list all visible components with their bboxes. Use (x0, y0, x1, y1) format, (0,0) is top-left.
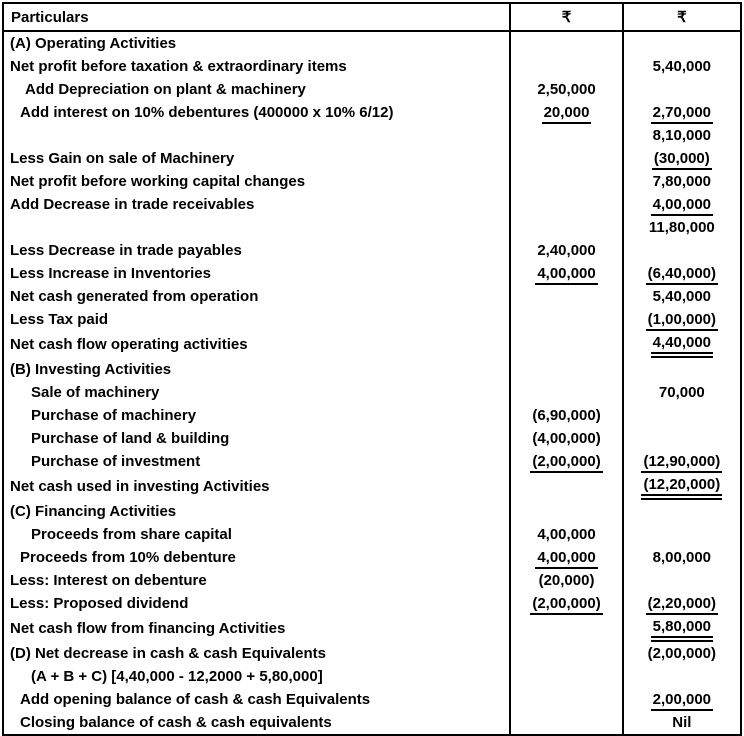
table-row (3, 285, 741, 308)
amount2-cell (623, 569, 741, 592)
amount2-cell (623, 642, 741, 665)
particulars-cell: Net profit before working capital changes (10, 173, 306, 190)
amount2-cell (623, 331, 741, 358)
table-row (3, 450, 741, 473)
table-row (3, 78, 741, 101)
amount-value: 20,000 (542, 103, 592, 124)
amount1-cell (510, 523, 622, 546)
table-header (3, 3, 741, 31)
amount-value: 2,70,000 (651, 103, 713, 124)
amount2-cell (623, 101, 741, 124)
amount-value: (1,00,000) (646, 310, 718, 331)
table-row (3, 473, 741, 500)
amount-value: (2,00,000) (530, 594, 602, 615)
amount1-cell (510, 147, 622, 170)
particulars-cell: Less Increase in Inventories (10, 265, 211, 282)
header-row (3, 3, 741, 31)
particulars-cell: Proceeds from share capital (31, 526, 232, 543)
amount-value: (6,40,000) (646, 264, 718, 285)
particulars-header: Particulars (3, 3, 510, 31)
table-row (3, 331, 741, 358)
amount2-cell (623, 473, 741, 500)
amount-value: 5,40,000 (652, 58, 712, 75)
particulars-cell: (B) Investing Activities (10, 361, 172, 378)
amount1-cell (510, 101, 622, 124)
amount2-cell (623, 78, 741, 101)
particulars-cell: Purchase of investment (31, 453, 201, 470)
amount1-cell (510, 55, 622, 78)
table-row (3, 688, 741, 711)
particulars-cell: Purchase of land & building (31, 430, 230, 447)
amount1-cell (510, 78, 622, 101)
table-row (3, 500, 741, 523)
amount1-cell (510, 358, 622, 381)
particulars-cell: Less: Interest on debenture (10, 572, 207, 589)
amount-value: (12,20,000) (641, 475, 722, 500)
amount2-cell (623, 193, 741, 216)
amount2-cell (623, 688, 741, 711)
amount-value: 5,80,000 (651, 617, 713, 642)
table-row (3, 642, 741, 665)
amount1-cell (510, 427, 622, 450)
amount2-cell (623, 381, 741, 404)
amount-value: 4,00,000 (535, 548, 597, 569)
particulars-cell (3, 216, 510, 239)
particulars-cell: Net cash flow from financing Activities (10, 620, 286, 637)
amount-value: (30,000) (652, 149, 712, 170)
amount2-cell (623, 239, 741, 262)
particulars-cell: Purchase of machinery (31, 407, 197, 424)
amount2-cell (623, 711, 741, 735)
table-row (3, 262, 741, 285)
table-row (3, 381, 741, 404)
particulars-cell: Proceeds from 10% debenture (20, 549, 236, 566)
amount-value: (4,00,000) (532, 430, 601, 447)
amount2-cell (623, 404, 741, 427)
amount1-cell (510, 216, 622, 239)
amount2-cell (623, 55, 741, 78)
amount-value: 5,40,000 (652, 288, 712, 305)
amount-value: 11,80,000 (648, 219, 715, 236)
amount2-cell (623, 592, 741, 615)
rupee-symbol-col1: ₹ (510, 3, 622, 31)
amount1-cell (510, 665, 622, 688)
particulars-cell: Net profit before taxation & extraordinary items (10, 58, 347, 75)
particulars-cell: Add Decrease in trade receivables (10, 196, 255, 213)
amount-value: (12,90,000) (641, 452, 722, 473)
amount-value: 2,00,000 (651, 690, 713, 711)
amount1-cell (510, 592, 622, 615)
amount1-cell (510, 546, 622, 569)
table-row (3, 193, 741, 216)
particulars-cell: (A) Operating Activities (10, 35, 177, 52)
amount-value: (2,20,000) (646, 594, 718, 615)
amount2-cell (623, 170, 741, 193)
amount-value: 7,80,000 (652, 173, 712, 190)
table-row (3, 170, 741, 193)
table-row (3, 147, 741, 170)
amount2-cell (623, 523, 741, 546)
amount2-cell (623, 665, 741, 688)
amount1-cell (510, 381, 622, 404)
amount-value: (20,000) (538, 572, 595, 589)
table-row (3, 124, 741, 147)
particulars-cell: (C) Financing Activities (10, 503, 177, 520)
amount-value: (2,00,000) (647, 645, 717, 662)
amount-value: 4,00,000 (651, 195, 713, 216)
particulars-cell: Add Depreciation on plant & machinery (25, 81, 306, 98)
amount2-cell (623, 31, 741, 55)
amount1-cell (510, 193, 622, 216)
amount1-cell (510, 642, 622, 665)
amount1-cell (510, 615, 622, 642)
table-row (3, 358, 741, 381)
amount1-cell (510, 170, 622, 193)
amount-value: (6,90,000) (532, 407, 601, 424)
amount1-cell (510, 239, 622, 262)
table-row (3, 216, 741, 239)
amount1-cell (510, 711, 622, 735)
amount1-cell (510, 688, 622, 711)
table-row (3, 101, 741, 124)
table-row (3, 592, 741, 615)
particulars-cell: Less Gain on sale of Machinery (10, 150, 235, 167)
amount-value: 2,50,000 (537, 81, 596, 98)
amount2-cell (623, 124, 741, 147)
amount1-cell (510, 331, 622, 358)
table-row (3, 615, 741, 642)
amount2-cell (623, 308, 741, 331)
particulars-cell: Sale of machinery (31, 384, 160, 401)
amount1-cell (510, 569, 622, 592)
table-row (3, 55, 741, 78)
amount1-cell (510, 308, 622, 331)
amount2-cell (623, 500, 741, 523)
table-row (3, 546, 741, 569)
amount2-cell (623, 358, 741, 381)
table-row (3, 711, 741, 735)
amount2-cell (623, 262, 741, 285)
table-row (3, 569, 741, 592)
amount2-cell (623, 427, 741, 450)
table-row (3, 404, 741, 427)
amount-value: 4,00,000 (537, 526, 596, 543)
amount2-cell (623, 615, 741, 642)
amount1-cell (510, 285, 622, 308)
amount1-cell (510, 450, 622, 473)
amount-value: (2,00,000) (530, 452, 602, 473)
amount-value: 70,000 (658, 384, 705, 401)
table-row (3, 523, 741, 546)
particulars-cell: Net cash generated from operation (10, 288, 259, 305)
table-row (3, 427, 741, 450)
particulars-cell: Net cash flow operating activities (10, 336, 248, 353)
particulars-cell: Add opening balance of cash & cash Equivalents (20, 691, 371, 708)
particulars-cell: Net cash used in investing Activities (10, 478, 270, 495)
particulars-cell: (A + B + C) [4,40,000 - 12,2000 + 5,80,000] (31, 668, 323, 685)
particulars-cell: (D) Net decrease in cash & cash Equivalents (10, 645, 326, 662)
amount1-cell (510, 31, 622, 55)
amount2-cell (623, 285, 741, 308)
table-row (3, 665, 741, 688)
amount2-cell (623, 147, 741, 170)
particulars-cell: Closing balance of cash & cash equivalents (20, 714, 332, 731)
particulars-cell: Less Decrease in trade payables (10, 242, 242, 259)
amount-value: 2,40,000 (537, 242, 596, 259)
amount-value: 4,40,000 (651, 333, 713, 358)
amount-value: 8,00,000 (652, 549, 712, 566)
amount2-cell (623, 450, 741, 473)
amount1-cell (510, 404, 622, 427)
amount2-cell (623, 546, 741, 569)
table-body (3, 31, 741, 735)
table-row (3, 31, 741, 55)
particulars-cell: Less: Proposed dividend (10, 595, 189, 612)
cash-flow-table (2, 2, 742, 736)
amount-value: Nil (672, 714, 692, 731)
particulars-cell: Less Tax paid (10, 311, 109, 328)
rupee-symbol-col2: ₹ (623, 3, 741, 31)
amount1-cell (510, 473, 622, 500)
amount1-cell (510, 262, 622, 285)
particulars-cell: Add interest on 10% debentures (400000 x 10% 6/12) (20, 104, 394, 121)
amount1-cell (510, 124, 622, 147)
table-row (3, 239, 741, 262)
table-row (3, 308, 741, 331)
amount-value: 8,10,000 (652, 127, 712, 144)
amount1-cell (510, 500, 622, 523)
particulars-cell (3, 124, 510, 147)
amount2-cell (623, 216, 741, 239)
amount-value: 4,00,000 (535, 264, 597, 285)
